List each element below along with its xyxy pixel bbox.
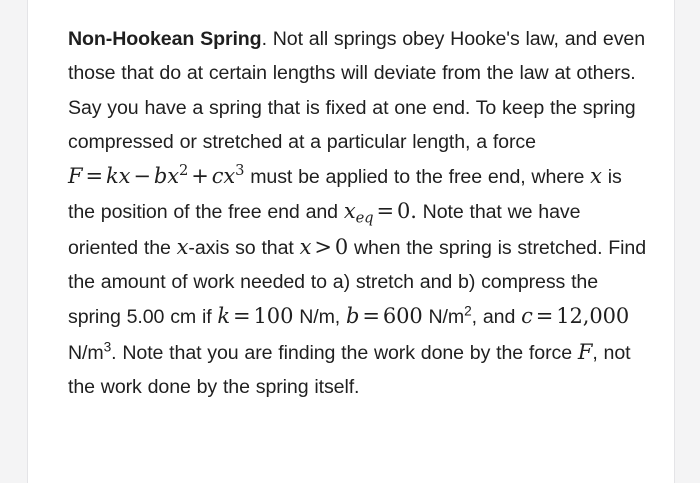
math-symbol: x <box>590 164 602 189</box>
math-symbol: c <box>521 304 533 329</box>
math-subscript: eq <box>355 209 374 227</box>
math-operator: = <box>362 304 380 329</box>
math-value: 12,000 <box>556 304 630 329</box>
c-unit: N/m <box>68 341 104 364</box>
c-value <box>521 304 629 328</box>
problem-text-segment: -axis so that <box>188 236 300 259</box>
math-operator: + <box>191 164 209 189</box>
problem-text-segment: Note that we have oriented the <box>68 201 581 259</box>
k-unit: N/m, <box>293 306 341 329</box>
math-operator: > <box>314 234 332 259</box>
equilibrium-equation <box>343 199 417 227</box>
math-operator: = <box>376 199 394 224</box>
b-value <box>346 304 423 328</box>
math-symbol: x <box>343 199 356 224</box>
stretch-condition <box>300 235 349 259</box>
math-operator: = <box>535 304 554 329</box>
problem-text-segment: , not the work done by the spring itself. <box>68 341 631 398</box>
math-symbol: F <box>577 339 593 364</box>
problem-text <box>68 22 648 404</box>
math-operator: = <box>85 164 103 189</box>
math-term: kx <box>105 164 131 189</box>
unit-exponent: 3 <box>103 339 112 355</box>
problem-text-segment: must be applied to the free end, where <box>244 166 591 189</box>
math-variable-F <box>578 340 592 364</box>
math-symbol: k <box>217 304 231 329</box>
math-operator: = <box>233 304 251 329</box>
b-unit: N/m <box>422 306 465 329</box>
math-term: cx <box>211 164 236 189</box>
unit-exponent: 2 <box>464 303 472 319</box>
math-value: 0. <box>396 199 417 224</box>
math-value: 0 <box>334 234 349 259</box>
problem-text-segment: when the spring is stretched. Find the amount of work needed to a) stretch and b) compress the spring 5.00 cm if <box>68 236 647 329</box>
problem-card <box>27 0 675 483</box>
problem-text-segment: . Note that you are finding the work done by the force <box>111 341 578 364</box>
math-exponent: 3 <box>235 162 245 180</box>
math-symbol: b <box>346 304 360 329</box>
math-variable-x <box>177 235 189 259</box>
math-value: 100 <box>253 304 294 329</box>
force-law-equation <box>68 164 244 188</box>
math-symbol: x <box>299 234 312 259</box>
math-operator: − <box>133 164 151 189</box>
math-symbol: x <box>176 234 189 259</box>
problem-text-segment: . Not all springs obey Hooke's law, and even those that do at certain lengths will deviate from the law at others. Say you have a spring that is fixed at one end. To keep the spring compressed or stretched at a particular length, a force <box>68 28 646 153</box>
math-variable-x <box>590 164 602 188</box>
problem-text-segment: , and <box>471 306 522 329</box>
math-exponent: 2 <box>178 162 189 180</box>
math-value: 600 <box>382 304 423 329</box>
math-symbol: F <box>68 164 83 189</box>
problem-title: Non-Hookean Spring <box>68 28 262 50</box>
problem-text-segment: is the position of the free end and <box>68 166 622 224</box>
math-term: bx <box>153 164 179 189</box>
k-value <box>217 304 293 328</box>
